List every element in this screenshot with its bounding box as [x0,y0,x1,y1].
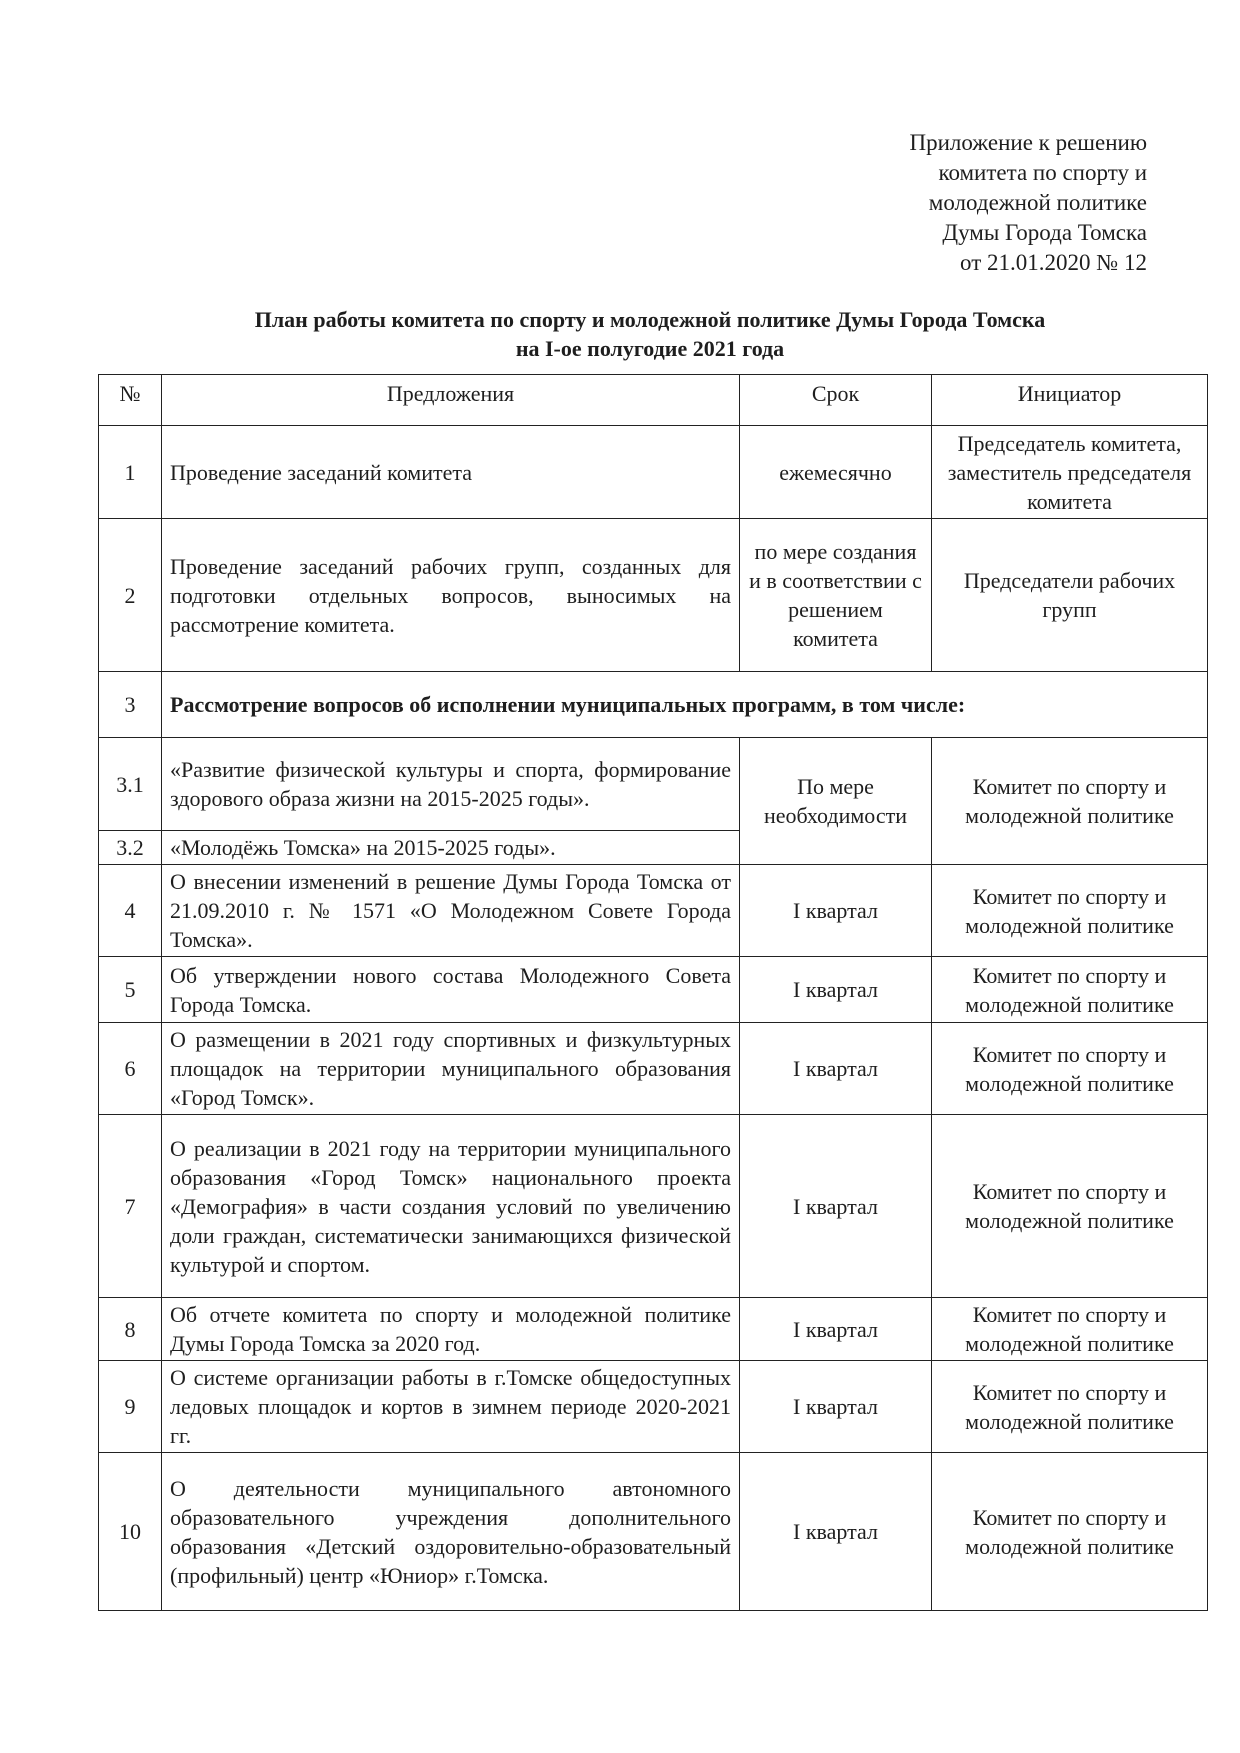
row-num: 9 [99,1361,162,1453]
row-proposal: «Развитие физической культуры и спорта, формирование здорового образа жизни на 2015-2025 годы». [162,738,740,831]
row-proposal: Об утверждении нового состава Молодежного Совета Города Томска. [162,957,740,1023]
header-term: Срок [740,375,932,426]
table-row [99,1298,1208,1361]
table-row [99,865,1208,957]
row-initiator: Комитет по спорту и молодежной политике [932,1361,1208,1453]
row-term: I квартал [740,1361,932,1453]
header-num: № [99,375,162,426]
row-proposal: «Молодёжь Томска» на 2015-2025 годы». [162,831,740,865]
row-initiator: Комитет по спорту и молодежной политике [932,957,1208,1023]
row-term: ежемесячно [740,426,932,519]
row-initiator: Комитет по спорту и молодежной политике [932,1115,1208,1298]
table-row [99,1023,1208,1115]
row-num: 3.2 [99,831,162,865]
row-proposal: Проведение заседаний рабочих групп, созданных для подготовки отдельных вопросов, выносимых на рассмотрение комитета. [162,519,740,672]
attachment-line: молодежной политике [928,190,1147,215]
table-row [99,519,1208,672]
table-row [99,738,1208,831]
title-line: План работы комитета по спорту и молодежной политике Думы Города Томска [254,307,1046,332]
row-num: 8 [99,1298,162,1361]
header-proposals: Предложения [162,375,740,426]
document-title [95,305,1205,363]
section-title: Рассмотрение вопросов об исполнении муниципальных программ, в том числе: [162,672,1208,738]
row-term: I квартал [740,957,932,1023]
row-num: 4 [99,865,162,957]
attachment-line: Приложение к решению [909,130,1147,155]
row-num: 5 [99,957,162,1023]
row-initiator: Председатель комитета, заместитель председателя комитета [932,426,1208,519]
attachment-note [909,128,1147,278]
row-proposal: Проведение заседаний комитета [162,426,740,519]
row-proposal: О размещении в 2021 году спортивных и физкультурных площадок на территории муниципального образования «Город Томск». [162,1023,740,1115]
row-initiator: Комитет по спорту и молодежной политике [932,1453,1208,1611]
table-header-row [99,375,1208,426]
row-proposal: О реализации в 2021 году на территории муниципального образования «Город Томск» национального проекта «Демография» в части создания условий по увеличению доли граждан, систематически занимающихся физической культурой и спортом. [162,1115,740,1298]
table-row [99,1361,1208,1453]
attachment-line: комитета по спорту и [938,160,1147,185]
row-initiator: Комитет по спорту и молодежной политике [932,1298,1208,1361]
row-proposal: О внесении изменений в решение Думы Города Томска от 21.09.2010 г. № 1571 «О Молодежном Совете Города Томска». [162,865,740,957]
row-proposal: Об отчете комитета по спорту и молодежной политике Думы Города Томска за 2020 год. [162,1298,740,1361]
row-num: 1 [99,426,162,519]
row-initiator: Комитет по спорту и молодежной политике [932,738,1208,865]
row-num: 7 [99,1115,162,1298]
attachment-line: Думы Города Томска [942,220,1147,245]
row-term: I квартал [740,1298,932,1361]
row-num: 3.1 [99,738,162,831]
row-num: 3 [99,672,162,738]
row-term: I квартал [740,1453,932,1611]
row-proposal: О деятельности муниципального автономного образовательного учреждения дополнительного образования «Детский оздоровительно-образовательный (профильный) центр «Юниор» г.Томска. [162,1453,740,1611]
row-num: 2 [99,519,162,672]
row-num: 6 [99,1023,162,1115]
attachment-line: от 21.01.2020 № 12 [960,250,1147,275]
row-initiator: Комитет по спорту и молодежной политике [932,865,1208,957]
row-proposal: О системе организации работы в г.Томске общедоступных ледовых площадок и кортов в зимнем периоде 2020-2021 гг. [162,1361,740,1453]
table-row [99,1453,1208,1611]
row-term: I квартал [740,1115,932,1298]
table-row [99,426,1208,519]
table-row [99,957,1208,1023]
row-initiator: Комитет по спорту и молодежной политике [932,1023,1208,1115]
row-term: По мере необходимости [740,738,932,865]
header-initiator: Инициатор [932,375,1208,426]
table-row [99,1115,1208,1298]
row-term: по мере создания и в соответствии с решением комитета [740,519,932,672]
title-line: на I-ое полугодие 2021 года [515,336,785,361]
row-num: 10 [99,1453,162,1611]
table-row-section [99,672,1208,738]
row-initiator: Председатели рабочих групп [932,519,1208,672]
row-term: I квартал [740,1023,932,1115]
row-term: I квартал [740,865,932,957]
work-plan-table [98,374,1208,1611]
